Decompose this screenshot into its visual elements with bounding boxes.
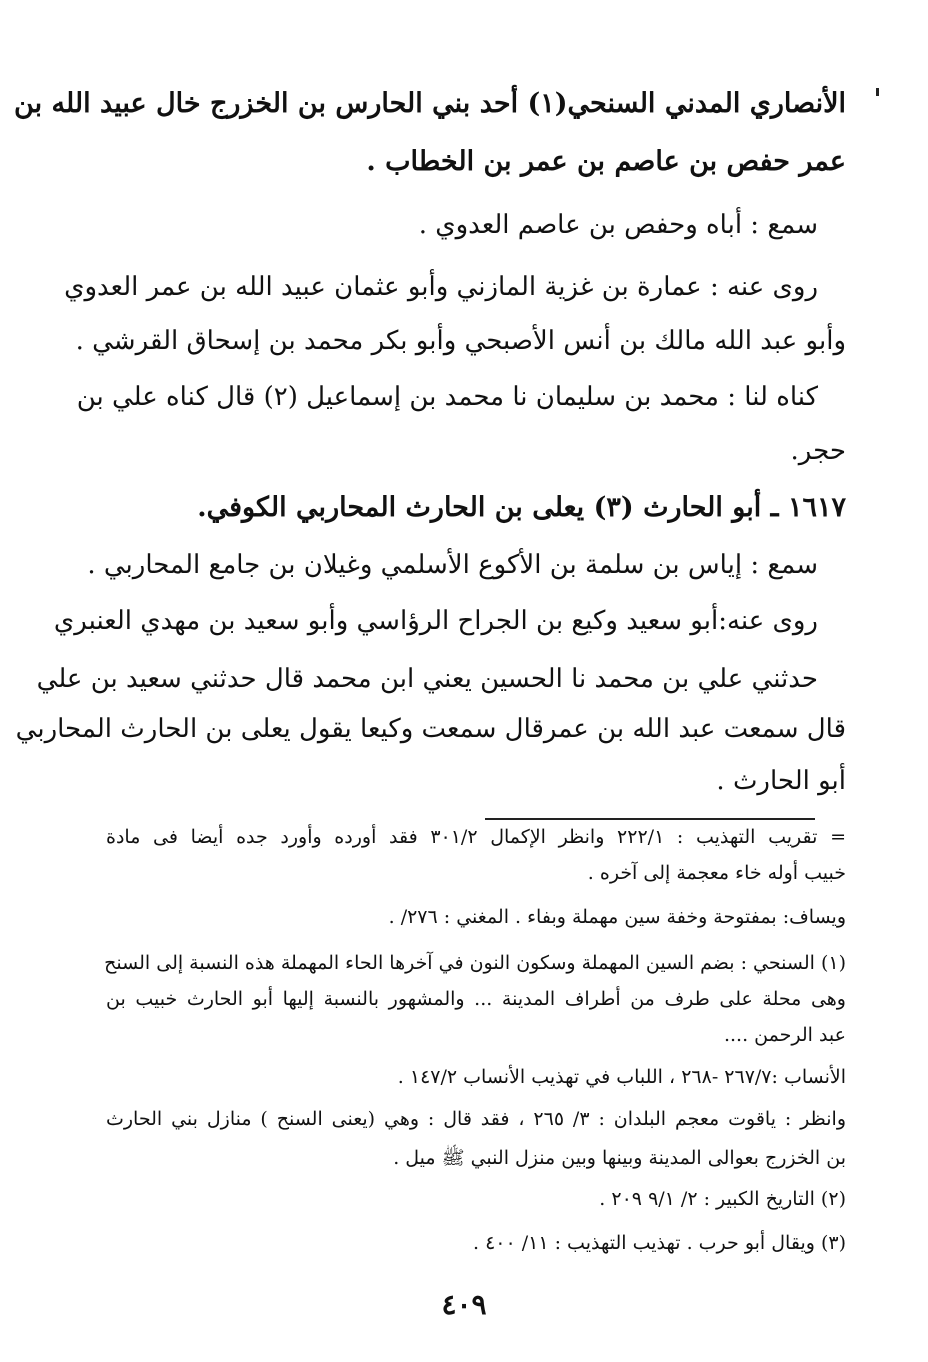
footnote-line: ويساف: بمفتوحة وخفة سين مهملة وبفاء . المغني : ٢٧٦/ . [388,906,846,928]
main-text-line: سمع : أباه وحفص بن عاصم العدوي . [418,210,818,240]
main-text-line: روى عنه : عمارة بن غزية المازني وأبو عثمان عبيد الله بن عمر العدوي [64,272,818,302]
footnote-line: الأنساب :٢٦٧/٧ -٢٦٨ ، اللباب في تهذيب الأنساب ١٤٧/٢ . [397,1066,846,1088]
main-text-line: الأنصاري المدني السنحي(١) أحد بني الحارس بن الخزرج خال عبيد الله بن [14,88,846,119]
footnote-line: خبيب أوله خاء معجمة إلى آخره . [587,862,846,884]
main-text-line: حدثني علي بن محمد نا الحسين يعني ابن محمد قال حدثني سعيد بن علي [36,664,818,694]
main-text-line: وأبو عبد الله مالك بن أنس الأصبحي وأبو بكر محمد بن إسحاق القرشي . [75,326,846,356]
footnote-line: (٣) ويقال أبو حرب . تهذيب التهذيب : ١١/ ٤٠٠ . [472,1232,846,1254]
footnote-line: (١) السنحي : بضم السين المهملة وسكون النون في آخرها الحاء المهملة هذه النسبة إلى السنح [104,952,846,974]
footnote-separator [485,818,815,820]
footnote-line: = تقريب التهذيب : ٢٢٢/١ وانظر الإكمال ٣٠١/٢ فقد أورده وأورد جده أيضا فى مادة [106,826,846,848]
scan-speck [876,88,879,96]
footnote-line: بن الخزرج بعوالى المدينة وبينها وبين منزل النبي ﷺ ميل . [393,1147,846,1169]
entry-heading: ١٦١٧ ـ أبو الحارث (٣) يعلى بن الحارث المحاربي الكوفي. [197,492,846,523]
main-text-line: كناه لنا : محمد بن سليمان نا محمد بن إسماعيل (٢) قال كناه علي بن [76,382,818,412]
page-number: ٤٠٩ [441,1288,487,1321]
main-text-line: قال سمعت عبد الله بن عمرقال سمعت وكيعا يقول يعلى بن الحارث المحاربي [15,714,846,744]
footnote-line: عبد الرحمن .... [723,1024,846,1046]
main-text-line: أبو الحارث . [716,766,846,796]
footnote-line: (٢) التاريخ الكبير : ٢/ ٩/١ ٢٠٩ . [599,1188,846,1210]
main-text-line: روى عنه:أبو سعيد وكيع بن الجراح الرؤاسي وأبو سعيد بن مهدي العنبري [53,606,818,636]
main-text-line: سمع : إياس بن سلمة بن الأكوع الأسلمي وغيلان بن جامع المحاربي . [87,550,818,580]
main-text-line: عمر حفص بن عاصم بن عمر بن الخطاب . [366,146,846,177]
footnote-line: وهى محلة على طرف من أطراف المدينة ... والمشهور بالنسبة إليها أبو الحارث خبيب بن [106,988,846,1010]
main-text-line: حجر. [790,436,846,466]
footnote-line: وانظر : ياقوت معجم البلدان : ٣/ ٢٦٥ ، فقد قال : وهي (يعنى السنح ) منازل بني الحارث [106,1108,846,1130]
